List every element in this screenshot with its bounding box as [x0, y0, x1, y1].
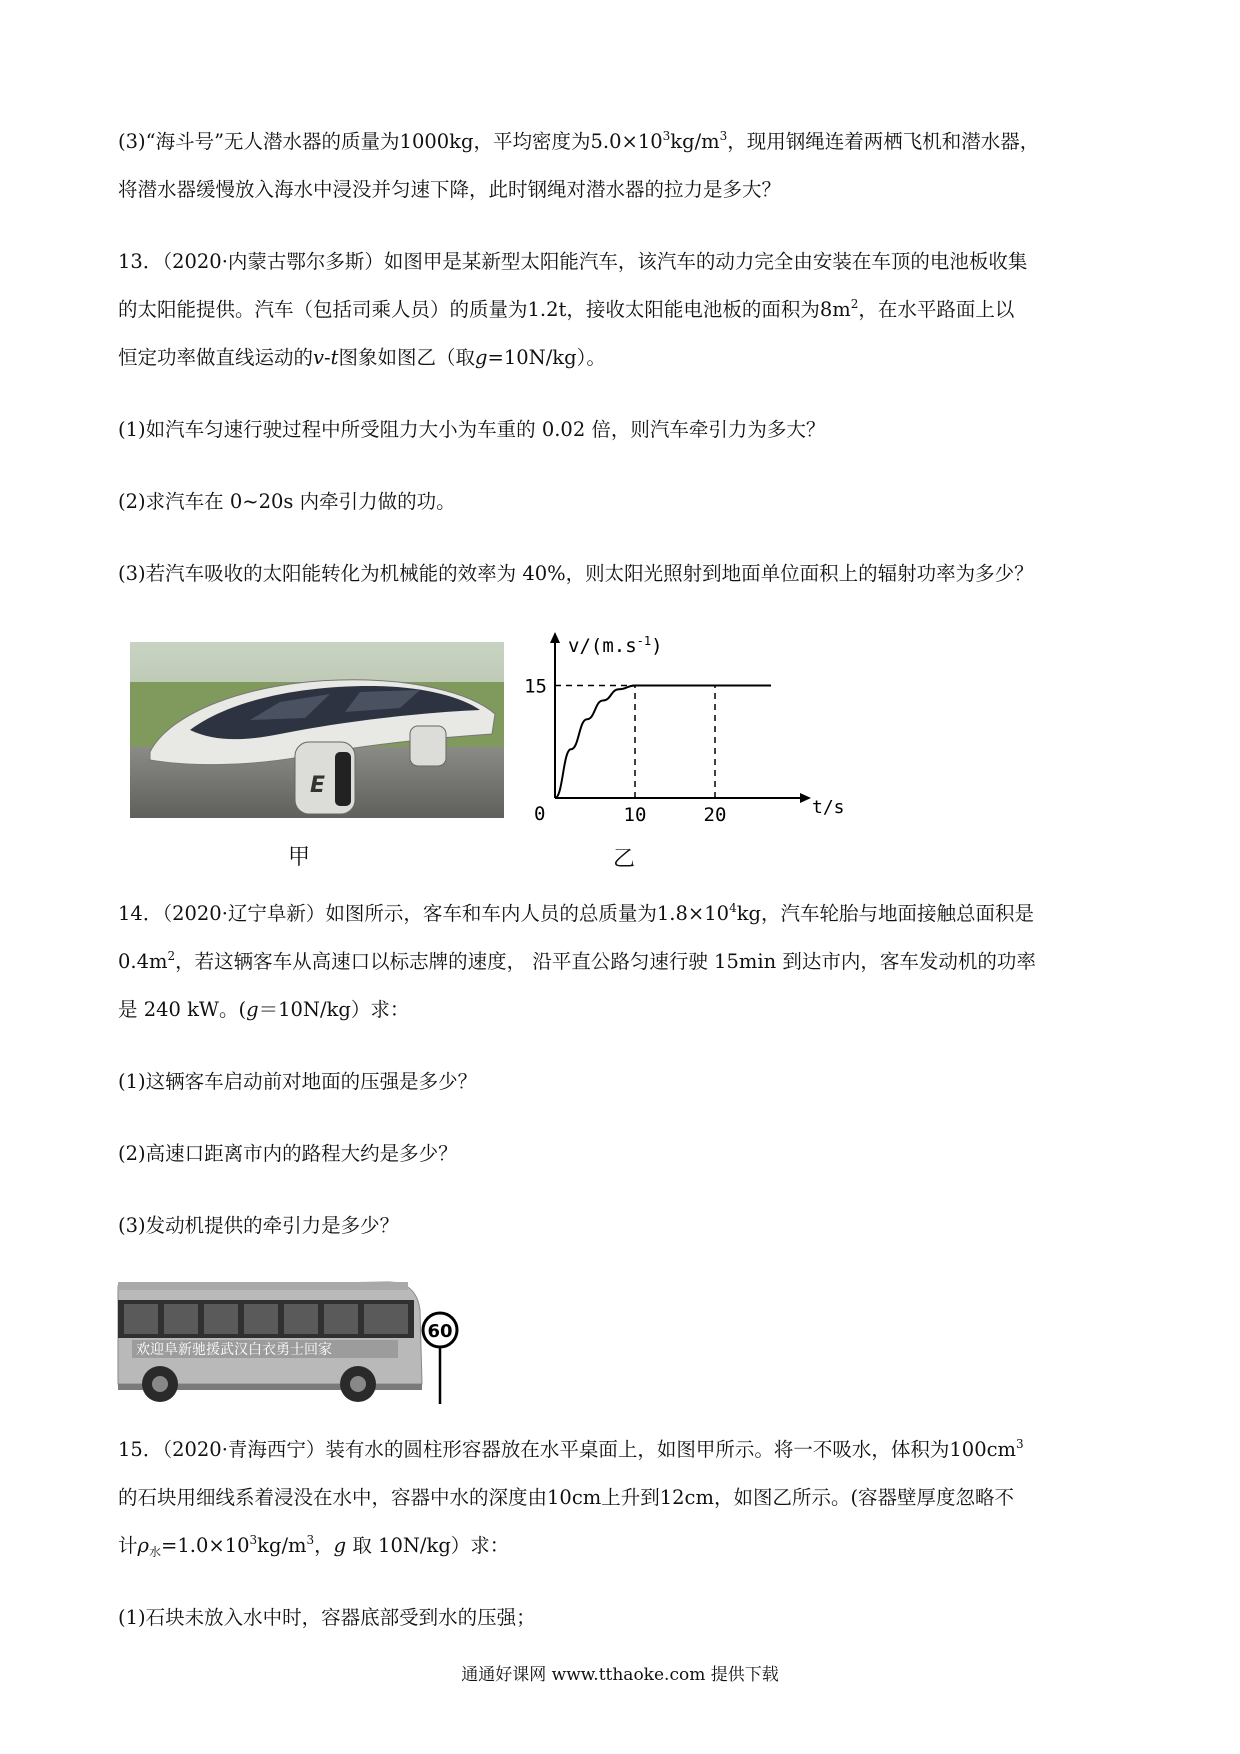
bus-banner: 欢迎阜新驰援武汉白衣勇士回家 [136, 1342, 332, 1358]
x-tick-label-1: 20 [703, 804, 727, 826]
y-axis-label: $v/(m.s^{-1})$ [568, 634, 663, 657]
x-tick-label-0: 10 [623, 804, 647, 826]
q12-part3-line1: (3)“海斗号”无人潜水器的质量为1000kg，平均密度为$5.0\times 10^3kg/m^3$，现用钢绳连着两栖飞机和潜水器， [118, 129, 1040, 153]
caption-jia: 甲 [288, 845, 311, 870]
q14-line1: 14．（2020·辽宁阜新）如图所示，客车和车内人员的总质量为$1.8\times 10^4kg$，汽车轮胎与地面接触总面积是 [118, 901, 1035, 925]
q13-sub3: (3)若汽车吸收的太阳能转化为机械能的效率为 40%，则太阳光照射到地面单位面积上的辐射功率为多少？ [118, 562, 1034, 585]
q14-line2: $0.4m^2$，若这辆客车从高速口以标志牌的速度， 沿平直公路匀速行驶 15min 到达市内，客车发动机的功率 [118, 949, 1036, 973]
q13-sub1: (1)如汽车匀速行驶过程中所受阻力大小为车重的 0.02 倍，则汽车牵引力为多大？ [118, 418, 826, 441]
q13-line3: 恒定功率做直线运动的v-t图象如图乙（取g=10N/kg）。 [118, 346, 606, 369]
caption-yi: 乙 [613, 847, 636, 872]
q15-line1: 15．（2020·青海西宁）装有水的圆柱形容器放在水平桌面上，如图甲所示。将一不吸水，体积为$100cm^3$ [118, 1437, 1024, 1461]
q14-line3: 是 240 kW。(g＝10N/kg）求： [118, 998, 410, 1021]
q14-sub2: (2)高速口距离市内的路程大约是多少？ [118, 1142, 458, 1165]
solar-car-photo [130, 642, 504, 818]
q15-line3: 计$\rho_水=1.0\times 10^3kg/m^3$，g 取 10N/kg）求： [118, 1533, 510, 1559]
series-line-0 [555, 686, 771, 799]
y-axis-arrow [550, 632, 560, 643]
q15-line2: 的石块用细线系着浸没在水中，容器中水的深度由10cm上升到12cm，如图乙所示。(容器壁厚度忽略不 [118, 1486, 1015, 1509]
q12-part3-line2: 将潜水器缓慢放入海水中浸没并匀速下降，此时钢绳对潜水器的拉力是多大？ [118, 178, 782, 201]
q15-sub1: (1)石块未放入水中时，容器底部受到水的压强； [118, 1606, 536, 1629]
q13-sub2: (2)求汽车在 0~20s 内牵引力做的功。 [118, 490, 456, 513]
y-tick-label-0: 15 [524, 675, 547, 698]
x-axis-arrow [800, 793, 811, 803]
bus-illustration [118, 1272, 463, 1406]
speed-limit-value: 60 [427, 1321, 453, 1342]
q14-sub1: (1)这辆客车启动前对地面的压强是多少？ [118, 1070, 478, 1093]
v-t-graph [520, 628, 845, 828]
x-axis-label: t/s [812, 797, 845, 818]
q14-sub3: (3)发动机提供的牵引力是多少？ [118, 1214, 400, 1237]
origin-label: 0 [534, 803, 546, 825]
page-footer: 通通好课网 www.tthaoke.com 提供下载 [461, 1665, 779, 1685]
q13-line1: 13．（2020·内蒙古鄂尔多斯）如图甲是某新型太阳能汽车，该汽车的动力完全由安装在车顶的电池板收集 [118, 250, 1028, 273]
svg-text:E: E [310, 773, 326, 798]
q13-line2: 的太阳能提供。汽车（包括司乘人员）的质量为1.2t，接收太阳能电池板的面积为$8m^2$，在水平路面上以 [118, 297, 1015, 321]
